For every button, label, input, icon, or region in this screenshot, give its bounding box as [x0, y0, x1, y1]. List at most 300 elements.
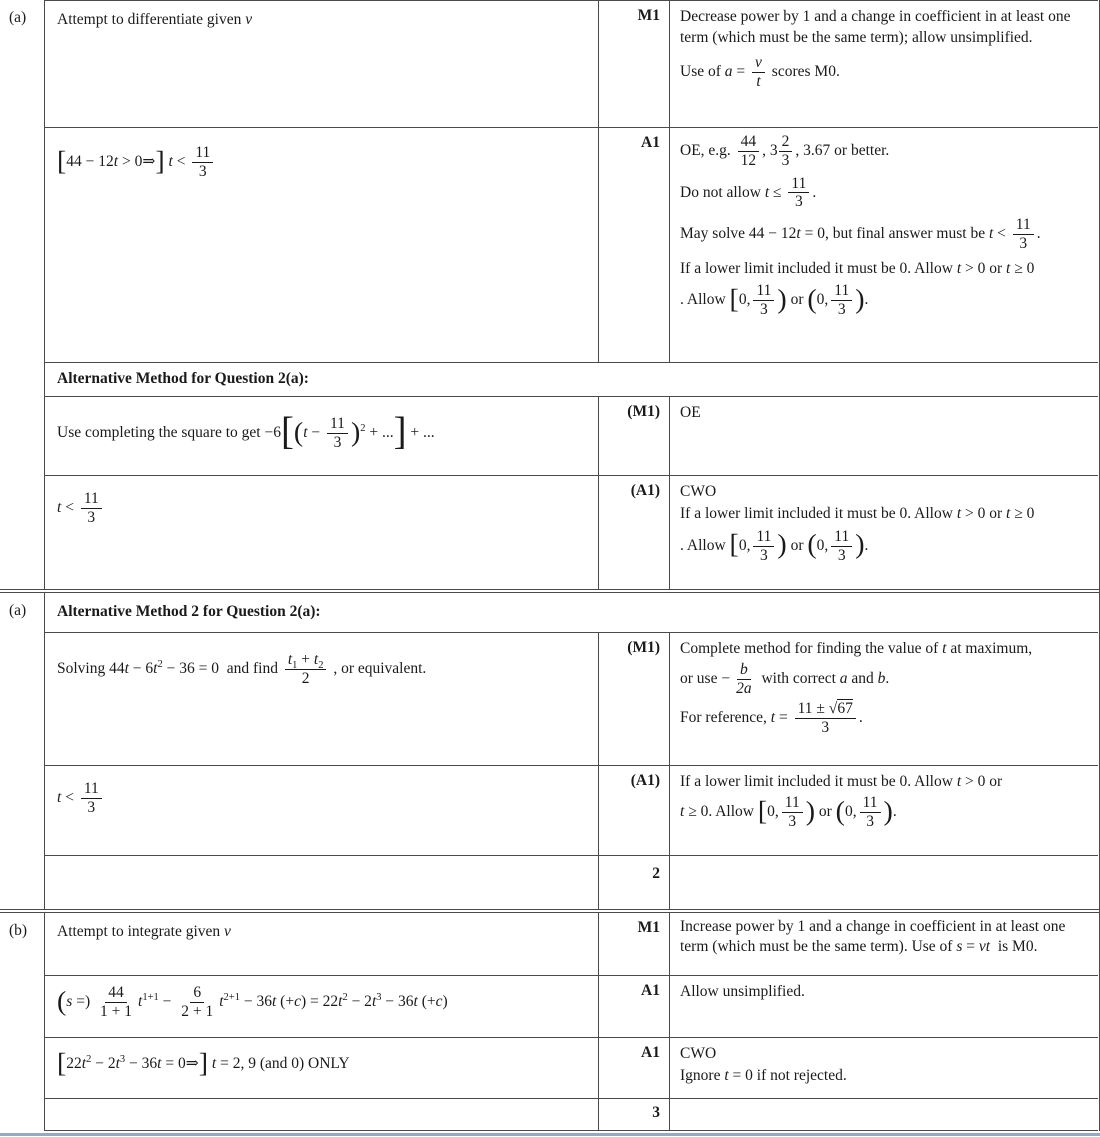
text: Attempt to integrate given: [57, 923, 225, 940]
mark-label: (M1): [627, 639, 660, 656]
minus: −: [158, 992, 176, 1010]
variable-t: t: [956, 773, 962, 790]
text: , or equivalent.: [329, 659, 427, 677]
paren-close: ): [350, 416, 361, 448]
work-cell-a2-m1: [45, 633, 598, 765]
fraction-numerator: 6: [190, 984, 204, 1003]
paren-open: (: [57, 985, 67, 1017]
text: Use completing the square to get: [57, 423, 265, 441]
part-label-a: [0, 0, 45, 589]
fraction-numerator: 44: [738, 133, 760, 152]
variable-t: t: [287, 651, 293, 668]
sqrt-icon: √: [828, 700, 838, 717]
exponent-2plus1: 2+1: [223, 991, 240, 1003]
fraction-denominator: t: [756, 72, 761, 90]
variable-t: t: [956, 259, 962, 277]
text: . Allow: [680, 536, 730, 554]
work-cell-empty: [45, 1099, 598, 1130]
fraction-numerator: 2: [779, 133, 793, 152]
mixed-number-whole: 3: [769, 141, 778, 159]
equals: =: [962, 938, 979, 956]
text: and find: [218, 659, 282, 677]
ellipsis: + ...: [365, 423, 394, 441]
text: Ignore: [680, 1067, 725, 1085]
row-a-m1: [45, 1, 1098, 128]
work-cell-b-m1: [45, 913, 598, 975]
fraction-numerator: v: [752, 54, 765, 73]
equals: =: [732, 62, 750, 80]
text: − 6: [128, 659, 154, 677]
work-cell-b-a1: [45, 976, 598, 1037]
fraction: [795, 700, 856, 737]
fraction: [779, 133, 793, 170]
text: 0,: [767, 803, 779, 821]
fraction-numerator: b: [737, 661, 751, 680]
work-cell-b-a1-roots: [45, 1038, 598, 1098]
mark-label: A1: [641, 1044, 660, 1061]
fraction-numerator: 11: [831, 282, 852, 301]
note-oe: [680, 402, 1092, 423]
work-text: [57, 923, 231, 940]
fraction-denominator: 3: [837, 301, 846, 319]
note-lower-limit: [680, 258, 1092, 279]
variable-vt: vt: [978, 938, 991, 956]
variable-s: s: [66, 992, 73, 1010]
mark-cell-b-total: [598, 1099, 670, 1130]
text: , 3.67 or better.: [795, 141, 890, 159]
text: is M0.: [990, 938, 1038, 956]
work-formula: [57, 651, 427, 687]
fraction: [738, 133, 760, 170]
text: ,: [762, 141, 770, 159]
variable-t: t: [338, 992, 343, 1010]
section-a-rows: [45, 0, 1098, 589]
mark-cell-a-alt-m1: [598, 397, 670, 475]
mark-label: (M1): [627, 403, 660, 420]
fraction: [97, 984, 135, 1021]
text: > 0⇒: [118, 152, 156, 170]
less-than: <: [61, 788, 78, 806]
text: =): [72, 992, 94, 1010]
part-label-b: [0, 913, 45, 1131]
note-cell-b-a1-roots: [670, 1038, 1098, 1098]
text: 0,: [816, 291, 829, 309]
variable-t: t: [1006, 259, 1011, 277]
text: or: [786, 536, 808, 554]
work-formula: [57, 144, 216, 180]
note-vertex-formula: [680, 661, 1092, 698]
note-cell-empty: [670, 856, 1098, 909]
note-cell-b-a1: [670, 976, 1098, 1037]
text: .: [864, 536, 869, 554]
variable-t: t: [313, 651, 319, 668]
fraction: [831, 282, 852, 319]
exponent-2: 2: [86, 1053, 92, 1065]
text: Allow: [715, 803, 758, 821]
work-formula: [57, 1047, 350, 1079]
text: − 36: [125, 1055, 158, 1072]
fraction-denominator: 3: [1019, 235, 1028, 253]
fraction-denominator: 3: [760, 301, 768, 319]
text: 0,: [816, 536, 829, 554]
part-label-text: (a): [9, 9, 27, 26]
paren-close: ): [855, 283, 865, 315]
variable-t: t: [724, 1067, 729, 1085]
bracket-open: [: [729, 529, 739, 561]
fraction-denominator: 3: [837, 546, 846, 564]
text: Allow unsimplified.: [680, 983, 805, 1000]
text: 44 − 12: [748, 225, 797, 243]
exponent-3: 3: [376, 991, 382, 1003]
text: Attempt to differentiate given: [57, 11, 246, 28]
paren-close: ): [777, 529, 787, 561]
text: .: [1036, 225, 1041, 243]
variable-t: t: [219, 992, 224, 1010]
note-allow-intervals: [680, 282, 1092, 319]
paren-close: ): [855, 529, 865, 561]
fraction-denominator: 2a: [736, 680, 752, 698]
bracket-close: ]: [393, 409, 407, 453]
note-paragraph: [680, 917, 1092, 957]
note-oe: [680, 133, 1092, 170]
row-b-m1: [45, 913, 1098, 976]
text: = 0: [800, 225, 825, 243]
section-b-rows: [45, 913, 1098, 1131]
note-cell-b-m1: [670, 913, 1098, 975]
row-a-a1: [45, 128, 1098, 363]
row-a-total: [45, 856, 1098, 909]
variable-t: t: [942, 640, 947, 657]
variable-t: t: [1006, 505, 1011, 523]
paren-open: (: [807, 529, 817, 561]
fraction-numerator: 11: [81, 780, 102, 799]
fraction: [753, 282, 774, 319]
variable-c: c: [435, 992, 443, 1010]
variable-t: t: [115, 1055, 120, 1072]
text: 0,: [738, 536, 751, 554]
mark-label: A1: [641, 982, 660, 999]
text: OE, e.g.: [680, 141, 735, 159]
variable-t: t: [956, 505, 962, 523]
fraction-denominator: 3: [788, 813, 797, 831]
mark-cell-b-a1: [598, 976, 670, 1037]
plus: +: [297, 651, 314, 668]
text: .: [812, 183, 817, 201]
section-a2-rows: [45, 593, 1098, 909]
row-a-alt-m1: [45, 397, 1098, 476]
exponent-2: 2: [360, 422, 366, 434]
note-cell-a2-a1: [670, 766, 1098, 855]
paren-close: ): [805, 796, 815, 828]
text: 44 − 12: [66, 152, 114, 170]
mark-cell-b-a1-roots: [598, 1038, 670, 1098]
text: = 22: [306, 992, 339, 1010]
text: Increase power by 1 and a change in coefficient in at least one term (which must be the same term). Use of: [680, 918, 1070, 956]
paren-open: (: [807, 283, 817, 315]
row-a-alt-a1: [45, 476, 1098, 589]
variable-b: b: [877, 670, 886, 688]
text: CWO: [680, 483, 717, 500]
fraction: [753, 528, 774, 565]
fraction: [788, 175, 809, 212]
part-label-text: (b): [9, 922, 28, 939]
row-b-total: [45, 1099, 1098, 1131]
text: Decrease power by 1 and a change in coefficient in at least one term (which must be the same term); allow unsimplified.: [680, 8, 1075, 47]
text: scores M0.: [767, 62, 840, 80]
text: CWO: [680, 1045, 717, 1062]
variable-s: s: [956, 938, 963, 956]
note-may-solve: [680, 216, 1092, 253]
work-formula: [57, 490, 105, 526]
variable-t: t: [157, 1055, 162, 1072]
work-formula: [57, 780, 105, 816]
mark-cell-a2-m1: [598, 633, 670, 765]
text: Solving: [57, 659, 110, 677]
variable-t: t: [57, 498, 62, 516]
note-complete-method: [680, 638, 1092, 659]
variable-t: t: [153, 659, 158, 677]
row-b-a1-roots: [45, 1038, 1098, 1099]
text: = 2, 9 (and 0) ONLY: [216, 1055, 350, 1072]
fraction-denominator: 3: [760, 546, 768, 564]
variable-t: t: [271, 992, 277, 1010]
fraction-numerator: 11: [81, 490, 102, 509]
note-cwo: [680, 1043, 1092, 1064]
variable-v: v: [245, 11, 253, 28]
text: − 36: [381, 992, 414, 1010]
bracket-close: ]: [155, 145, 165, 177]
sqrt-argument: 67: [837, 700, 853, 717]
work-cell-a-m1: [45, 1, 598, 127]
fraction-denominator: 2 + 1: [181, 1002, 214, 1020]
text: .: [892, 803, 897, 821]
total-marks: 2: [652, 865, 660, 882]
fraction: [81, 490, 102, 527]
variable-t: t: [796, 225, 801, 243]
mark-label: A1: [641, 134, 660, 151]
text: ): [442, 992, 448, 1010]
fraction: [831, 528, 852, 565]
text: 0,: [738, 291, 751, 309]
equals: =: [775, 708, 792, 726]
note-allow-intervals: [680, 528, 1092, 565]
text: ≥ 0: [1010, 259, 1035, 277]
fraction-numerator: 44: [105, 984, 127, 1003]
mark-label: (A1): [630, 482, 660, 499]
section-part-a-alt2: [0, 593, 1099, 913]
text: If a lower limit included it must be 0. Allow: [680, 259, 957, 277]
mark-label: M1: [637, 7, 660, 24]
text: at maximum,: [946, 640, 1033, 657]
fraction-numerator: [285, 651, 327, 670]
variable-t: t: [81, 1055, 87, 1072]
fraction: [178, 984, 216, 1021]
text: ≥ 0.: [684, 803, 716, 821]
fraction-denominator: 3: [781, 151, 790, 169]
fraction-numerator: 11: [788, 175, 809, 194]
text: .: [885, 670, 890, 688]
note-cell-a-m1: [670, 1, 1098, 127]
fraction-numerator: 11: [753, 282, 774, 301]
text: > 0 or: [961, 259, 1007, 277]
fraction: [860, 794, 881, 831]
alt-method-heading: [45, 363, 1098, 396]
text: Use of: [680, 62, 725, 80]
text: or use −: [680, 670, 731, 688]
mark-cell-a-total: [598, 856, 670, 909]
text: with correct: [757, 670, 840, 688]
text: and: [847, 670, 878, 688]
fraction: [192, 144, 213, 181]
mark-label: (A1): [630, 772, 660, 789]
less-equal: ≤: [769, 183, 786, 201]
text: ): [300, 992, 307, 1010]
row-a2-m1: [45, 633, 1098, 766]
work-formula: [57, 984, 448, 1020]
note-cell-a-alt-a1: [670, 476, 1098, 589]
text: May solve: [680, 225, 749, 243]
variable-t: t: [57, 788, 62, 806]
fraction-denominator: 2: [301, 669, 310, 687]
fraction-denominator: 3: [87, 798, 96, 816]
variable-a: a: [839, 670, 848, 688]
mark-cell-a2-a1: [598, 766, 670, 855]
text: 11 ±: [797, 700, 829, 717]
text: .: [864, 291, 869, 309]
variable-t: t: [124, 659, 129, 677]
text: OE: [680, 404, 701, 421]
variable-c: c: [294, 992, 301, 1010]
text: ≥ 0: [1010, 505, 1035, 523]
note-lower-limit: [680, 771, 1092, 792]
text: .: [858, 708, 863, 726]
heading-text: Alternative Method for Question 2(a):: [57, 370, 309, 387]
subscript-2: 2: [318, 660, 324, 672]
variable-t: t: [168, 152, 173, 170]
row-alt-method-heading: [45, 363, 1098, 397]
exponent-2: 2: [157, 658, 163, 670]
variable-t: t: [371, 992, 377, 1010]
work-cell-a-alt-m1: [45, 397, 598, 475]
row-alt-method-2-heading: [45, 593, 1098, 633]
text: (+: [276, 992, 295, 1010]
fraction-numerator: 11: [782, 794, 803, 813]
note-paragraph: [680, 6, 1092, 49]
fraction: [752, 54, 765, 91]
bracket-close: ]: [198, 1047, 209, 1079]
window-edge-bar: [0, 1133, 1100, 1136]
text: or: [786, 291, 808, 309]
fraction: [782, 794, 803, 831]
mark-label: M1: [637, 919, 660, 936]
paren-open: (: [835, 796, 845, 828]
ellipsis: + ...: [406, 423, 435, 441]
text: Complete method for finding the value of: [680, 640, 943, 657]
text: If a lower limit included it must be 0. Allow: [680, 505, 957, 523]
bracket-open: [: [280, 409, 294, 453]
fraction-denominator: 3: [333, 433, 342, 451]
note-reference-value: [680, 700, 1092, 737]
text: (+: [417, 992, 436, 1010]
fraction-denominator: 12: [740, 151, 757, 169]
note-cell-a-a1: [670, 128, 1098, 362]
text: − 2: [347, 992, 372, 1010]
text: or: [815, 803, 836, 821]
fraction-denominator: 3: [866, 813, 874, 831]
paren-open: (: [293, 416, 304, 448]
total-marks: 3: [652, 1104, 660, 1121]
work-cell-a-a1: [45, 128, 598, 362]
part-label-a-2: [0, 593, 45, 909]
text: If a lower limit included it must be 0. Allow: [680, 773, 957, 790]
less-than: <: [993, 225, 1010, 243]
note-do-not-allow: [680, 175, 1092, 212]
note-cell-a2-m1: [670, 633, 1098, 765]
paren-close: ): [883, 796, 893, 828]
text: > 0 or: [961, 773, 1007, 790]
work-text: [57, 11, 252, 28]
alt-method-2-heading: [45, 593, 1098, 632]
bracket-open: [: [757, 796, 768, 828]
text: − 36 = 0: [162, 659, 219, 677]
fraction-numerator: 11: [831, 528, 852, 547]
bracket-open: [: [729, 283, 739, 315]
work-cell-a2-a1: [45, 766, 598, 855]
work-formula: [57, 409, 435, 453]
variable-t: t: [680, 803, 685, 821]
paren-close: ): [777, 283, 787, 315]
variable-t: t: [413, 992, 418, 1010]
less-than: <: [61, 498, 78, 516]
variable-t: t: [764, 183, 770, 201]
fraction-denominator: 3: [87, 508, 96, 526]
variable-a: a: [724, 62, 733, 80]
note-cell-a-alt-m1: [670, 397, 1098, 475]
note-paragraph-formula: [680, 54, 1092, 91]
fraction-numerator: 11: [753, 528, 774, 547]
variable-t: t: [211, 1055, 217, 1072]
exponent-2: 2: [342, 991, 348, 1003]
note-allow-unsimplified: [680, 981, 1092, 1002]
exponent-3: 3: [119, 1053, 126, 1065]
row-a2-a1: [45, 766, 1098, 856]
text: Do not allow: [680, 183, 765, 201]
exponent-1plus1: 1+1: [142, 991, 159, 1003]
mark-cell-a-a1: [598, 128, 670, 362]
less-than: <: [172, 152, 190, 170]
variable-t: t: [988, 225, 994, 243]
mark-cell-b-m1: [598, 913, 670, 975]
text: 0,: [844, 803, 857, 821]
bracket-open: [: [57, 1047, 67, 1079]
fraction-denominator: 3: [794, 193, 803, 211]
fraction-denominator: 3: [198, 162, 207, 180]
coefficient: −6: [264, 423, 281, 441]
text: = 0⇒: [161, 1055, 199, 1072]
fraction: [327, 415, 348, 452]
mark-cell-a-m1: [598, 1, 670, 127]
bracket-open: [: [57, 145, 67, 177]
text: − 2: [91, 1055, 116, 1072]
text: = 0 if not rejected.: [728, 1067, 847, 1085]
fraction-numerator: 11: [860, 794, 881, 813]
text: . Allow: [680, 291, 730, 309]
fraction: [1013, 216, 1034, 253]
fraction-numerator: [795, 700, 856, 719]
note-allow-intervals: [680, 794, 1092, 831]
text: 44: [109, 659, 125, 677]
minus: −: [307, 423, 324, 441]
